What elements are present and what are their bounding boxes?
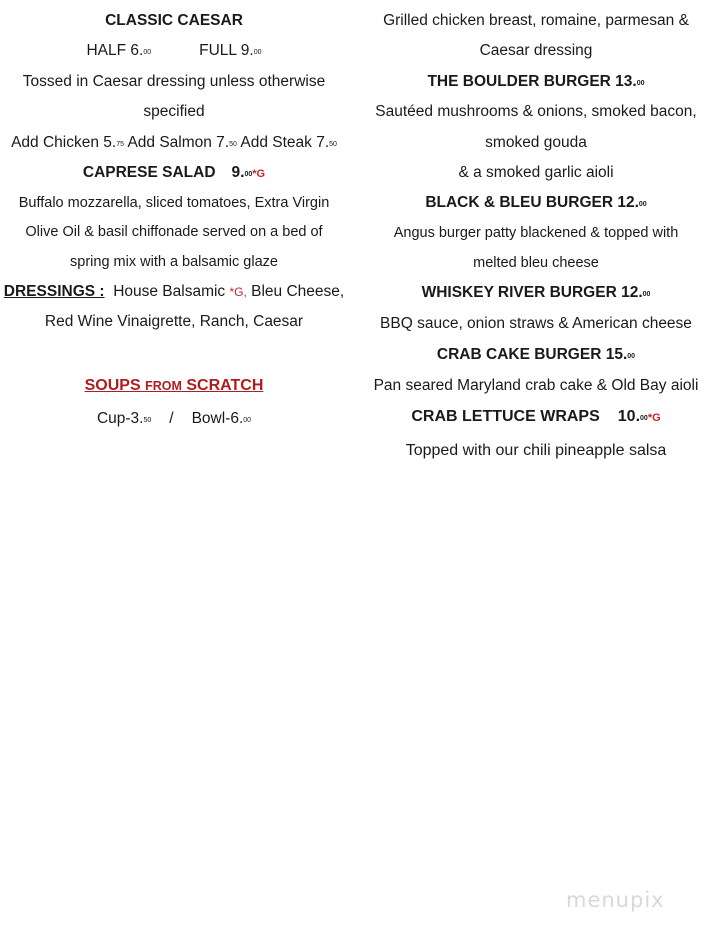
full-price: FULL 9.00 — [199, 42, 262, 59]
menupix-watermark: menupix — [566, 888, 665, 912]
gluten-free-marker: *G — [647, 412, 661, 424]
caprese-desc-1: Buffalo mozzarella, sliced tomatoes, Extra Virgin — [18, 195, 330, 211]
boulder-burger-desc-2: smoked gouda — [485, 134, 587, 151]
add-steak: Add Steak 7.50 — [240, 134, 337, 151]
caprese-price: 9.00 — [231, 164, 253, 181]
chicken-caesar-desc-1: Grilled chicken breast, romaine, parmesan & — [383, 12, 689, 29]
crab-cake-desc: Pan seared Maryland crab cake & Old Bay aioli — [373, 377, 699, 394]
caprese-title: CAPRESE SALAD — [82, 164, 216, 181]
black-bleu-burger-title: BLACK & BLEU BURGER 12.00 — [425, 194, 647, 211]
cup-price: Cup-3.50 — [96, 410, 152, 427]
dressings-line-1 — [0, 282, 348, 302]
crab-lettuce-wraps-title-line — [352, 407, 720, 428]
black-bleu-desc-1: Angus burger patty blackened & topped with — [393, 225, 679, 241]
chicken-caesar-desc-2: Caesar dressing — [479, 42, 593, 59]
black-bleu-desc-2: melted bleu cheese — [473, 255, 599, 271]
gluten-free-marker: *G — [252, 168, 266, 180]
soups-prices — [0, 409, 348, 429]
dressings-label: DRESSINGS : — [3, 283, 105, 300]
caprese-desc-3: spring mix with a balsamic glaze — [70, 254, 278, 270]
add-chicken: Add Chicken 5.75 — [11, 134, 124, 151]
classic-caesar-title: CLASSIC CAESAR — [105, 12, 243, 29]
add-protein-options — [0, 133, 348, 153]
classic-caesar-desc-1: Tossed in Caesar dressing unless otherwise — [22, 73, 326, 90]
price-separator: / — [169, 410, 174, 427]
dressing-bleu: Bleu Cheese, — [246, 283, 345, 300]
whiskey-river-burger-title: WHISKEY RIVER BURGER 12.00 — [421, 284, 651, 301]
classic-caesar-sizes — [0, 41, 348, 61]
whiskey-river-desc: BBQ sauce, onion straws & American cheese — [380, 315, 692, 332]
boulder-burger-title: THE BOULDER BURGER 13.00 — [427, 73, 645, 90]
crab-cake-burger-title: CRAB CAKE BURGER 15.00 — [436, 346, 636, 363]
crab-lettuce-wraps-price: 10.00 — [617, 408, 648, 425]
caprese-desc-2: Olive Oil & basil chiffonade served on a bed of — [25, 224, 323, 240]
bowl-price: Bowl-6.00 — [191, 410, 252, 427]
dressing-balsamic: House Balsamic — [113, 283, 230, 300]
dressings-line-2: Red Wine Vinaigrette, Ranch, Caesar — [44, 313, 304, 330]
classic-caesar-desc-2: specified — [143, 103, 205, 120]
boulder-burger-desc-1: Sautéed mushrooms & onions, smoked bacon, — [375, 103, 697, 120]
caprese-title-line — [0, 163, 348, 184]
crab-lettuce-wraps-title: CRAB LETTUCE WRAPS — [411, 408, 600, 425]
crab-lettuce-wraps-desc: Topped with our chili pineapple salsa — [405, 442, 667, 459]
boulder-burger-desc-3: & a smoked garlic aioli — [458, 164, 614, 181]
gluten-free-marker: *G, — [229, 285, 247, 299]
add-salmon: Add Salmon 7.50 — [127, 134, 237, 151]
soups-heading: SOUPS FROM SCRATCH — [84, 377, 264, 394]
half-price: HALF 6.00 — [86, 42, 152, 59]
